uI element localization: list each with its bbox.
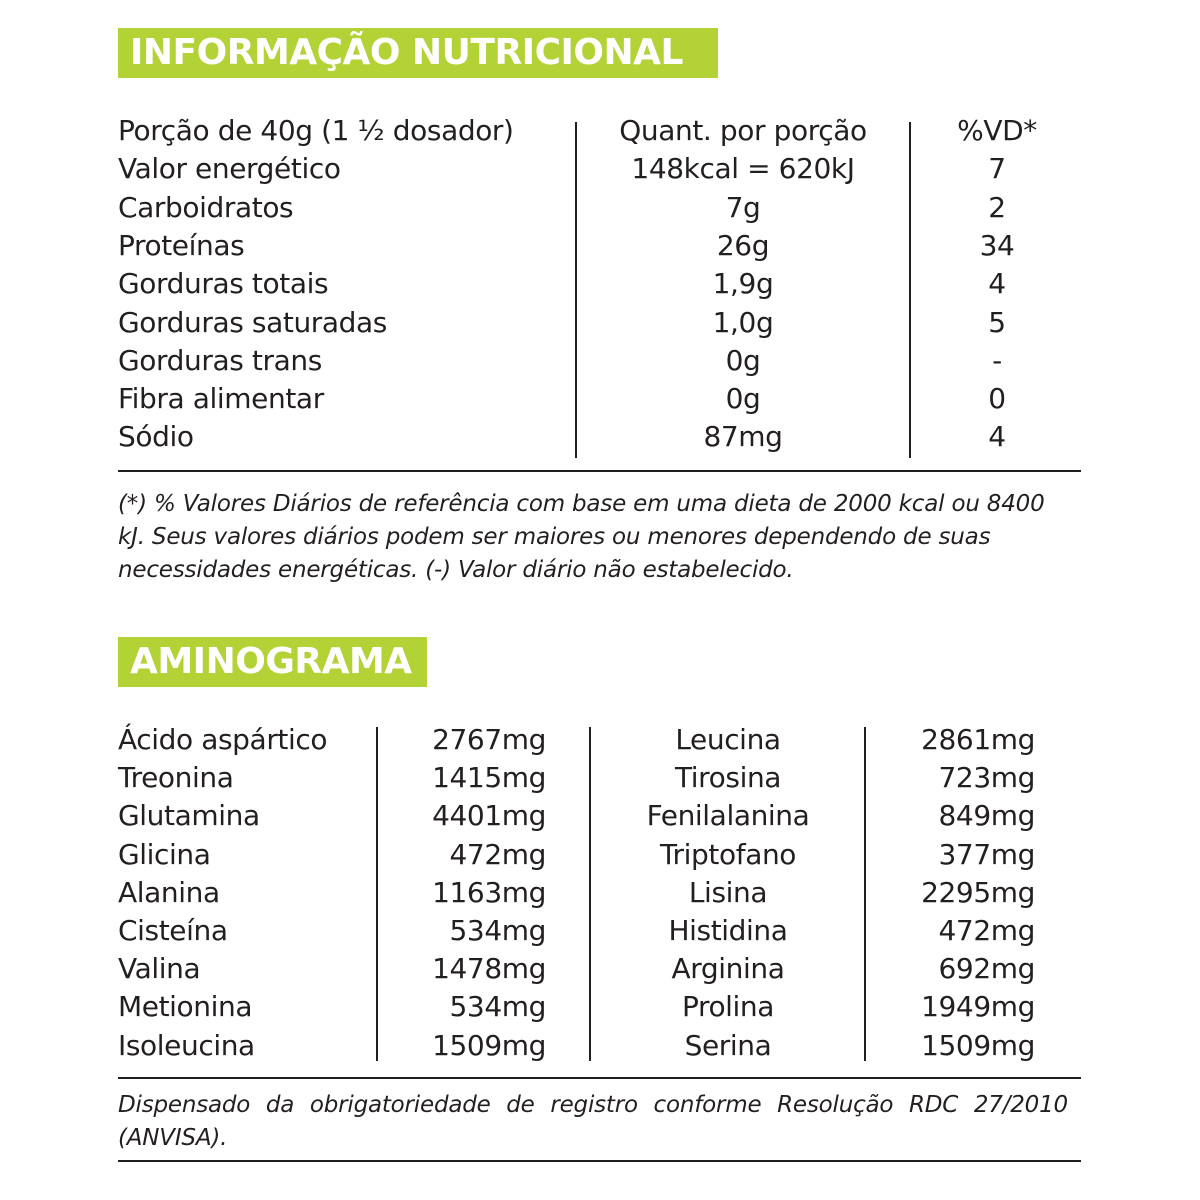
amino-acid-name: Lisina bbox=[688, 875, 768, 909]
aminogram-mid-rule bbox=[118, 1077, 1081, 1079]
nutrient-daily-value: 0 bbox=[988, 382, 1006, 416]
amino-acid-name: Arginina bbox=[671, 952, 785, 986]
amino-acid-name: Ácido aspártico bbox=[118, 723, 328, 756]
amino-acid-value: 692mg bbox=[938, 952, 1035, 986]
amino-acid-value: 849mg bbox=[938, 799, 1035, 833]
nutrient-daily-value: 4 bbox=[988, 420, 1006, 454]
amino-acid-value: 534mg bbox=[449, 990, 546, 1024]
nutrient-quantity: 7g bbox=[725, 190, 761, 224]
nutrient-daily-value: - bbox=[992, 343, 1002, 377]
amino-acid-value: 472mg bbox=[449, 837, 546, 871]
nutrition-header-dv: %VD* bbox=[957, 114, 1037, 147]
nutrition-title-banner: INFORMAÇÃO NUTRICIONAL bbox=[118, 28, 718, 78]
amino-acid-name: Histidina bbox=[668, 914, 788, 947]
amino-acid-name: Triptofano bbox=[659, 837, 797, 871]
nutrient-daily-value: 7 bbox=[988, 152, 1006, 186]
amino-acid-value: 472mg bbox=[938, 914, 1035, 947]
nutrient-daily-value: 2 bbox=[988, 190, 1006, 224]
nutrient-quantity: 0g bbox=[725, 343, 761, 377]
amino-acid-value: 1509mg bbox=[432, 1028, 546, 1062]
amino-acid-name: Cisteína bbox=[118, 914, 228, 947]
amino-acid-name: Fenilalanina bbox=[646, 799, 810, 833]
amino-acid-value: 1163mg bbox=[432, 875, 546, 909]
amino-acid-name: Serina bbox=[684, 1028, 772, 1062]
nutrient-quantity: 148kcal = 620kJ bbox=[631, 152, 855, 186]
nutrition-column-divider bbox=[575, 122, 577, 458]
amino-acid-value: 2295mg bbox=[921, 875, 1035, 909]
nutrient-quantity: 26g bbox=[716, 228, 770, 262]
amino-acid-value: 1949mg bbox=[921, 990, 1035, 1024]
amino-acid-name: Tirosina bbox=[674, 761, 782, 795]
nutrient-name: Carboidratos bbox=[118, 190, 294, 224]
nutrient-name: Gorduras trans bbox=[118, 343, 322, 377]
nutrition-header-portion: Porção de 40g (1 ½ dosador) bbox=[118, 114, 514, 147]
amino-acid-value: 1509mg bbox=[921, 1028, 1035, 1062]
nutrient-daily-value: 34 bbox=[979, 228, 1015, 262]
amino-acid-value: 534mg bbox=[449, 914, 546, 947]
amino-acid-value: 1478mg bbox=[432, 952, 546, 986]
nutrient-name: Gorduras totais bbox=[118, 267, 329, 301]
nutrient-name: Sódio bbox=[118, 420, 194, 454]
aminogram-column-divider bbox=[376, 727, 378, 1061]
amino-acid-name: Treonina bbox=[118, 761, 234, 795]
amino-acid-name: Alanina bbox=[118, 875, 220, 909]
aminogram-column-divider bbox=[589, 727, 591, 1061]
nutrition-header-quantity: Quant. por porção bbox=[619, 114, 867, 147]
amino-acid-value: 2767mg bbox=[432, 723, 546, 756]
amino-acid-name: Glutamina bbox=[118, 799, 260, 833]
amino-acid-value: 1415mg bbox=[432, 761, 546, 795]
amino-acid-value: 4401mg bbox=[432, 799, 546, 833]
nutrient-name: Proteínas bbox=[118, 228, 245, 262]
nutrient-daily-value: 4 bbox=[988, 267, 1006, 301]
nutrient-name: Fibra alimentar bbox=[118, 382, 324, 416]
aminogram-column-divider bbox=[864, 727, 866, 1061]
amino-acid-value: 2861mg bbox=[921, 723, 1035, 756]
amino-acid-value: 377mg bbox=[938, 837, 1035, 871]
nutrient-quantity: 0g bbox=[725, 382, 761, 416]
amino-acid-name: Isoleucina bbox=[118, 1028, 255, 1062]
nutrient-quantity: 1,9g bbox=[712, 267, 774, 301]
amino-acid-name: Metionina bbox=[118, 990, 253, 1024]
aminogram-footnote: Dispensado da obrigatoriedade de registro conforme Resolução RDC 27/2010 (ANVISA). bbox=[118, 1092, 1068, 1151]
amino-acid-value: 723mg bbox=[938, 761, 1035, 795]
nutrient-name: Gorduras saturadas bbox=[118, 305, 387, 339]
aminogram-bottom-rule bbox=[118, 1160, 1081, 1162]
aminogram-title-banner: AMINOGRAMA bbox=[118, 637, 427, 687]
amino-acid-name: Leucina bbox=[675, 723, 781, 756]
nutrient-quantity: 1,0g bbox=[712, 305, 774, 339]
nutrition-bottom-rule bbox=[118, 470, 1081, 472]
nutrient-name: Valor energético bbox=[118, 152, 341, 186]
nutrient-quantity: 87mg bbox=[703, 420, 783, 454]
nutrition-column-divider bbox=[909, 122, 911, 458]
amino-acid-name: Valina bbox=[118, 952, 201, 986]
amino-acid-name: Glicina bbox=[118, 837, 211, 871]
amino-acid-name: Prolina bbox=[681, 990, 775, 1024]
nutrient-daily-value: 5 bbox=[988, 305, 1006, 339]
nutrition-footnote: (*) % Valores Diários de referência com base em uma dieta de 2000 kcal ou 8400 kJ. Seus valores diários podem ser maiores ou menores dependendo de suas necessidades energéticas. (-) Valor diário não estabelecido. bbox=[118, 491, 1045, 583]
